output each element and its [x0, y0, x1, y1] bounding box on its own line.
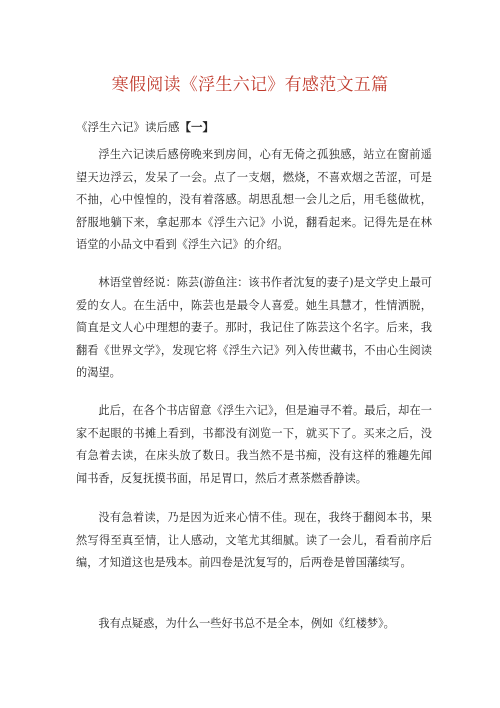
paragraph-3: 此后，在各个书店留意《浮生六记》，但是遍寻不着。最后，却在一家不起眼的书摊上看到，书都没有浏览一下，就买下了。买来之后，没有急着去读，在床头放了数日。我当然不是书痴，没有这样的雅趣先闻闻书香，反复抚摸书面，吊足胃口，然后才煮茶燃香静读。: [76, 404, 432, 485]
section-heading: [76, 119, 214, 135]
section-heading-text: 《浮生六记》读后感: [76, 120, 180, 134]
document-title: 寒假阅读《浮生六记》有感范文五篇: [111, 75, 389, 95]
section-marker: 【一】: [179, 120, 214, 134]
paragraph-1: 浮生六记读后感傍晚来到房间，心有无倚之孤独感，站立在窗前遥望天边浮云，发呆了一会。点了一支烟，燃烧，不喜欢烟之苦涩，可是不抽，心中惶惶的，没有着落感。胡思乱想一会儿之后，用毛毯做枕，舒服地躺下来，拿起那本《浮生六记》小说，翻看起来。记得先是在林语堂的小品文中看到《浮生六记》的介绍。: [76, 148, 432, 251]
paragraph-2: 林语堂曾经说：陈芸(游鱼注：该书作者沈复的妻子)是文学史上最可爱的女人。在生活中，陈芸也是最令人喜爱。她生具慧才，性情洒脱，简直是文人心中理想的妻子。那时，我记住了陈芸这个名字。后来，我翻看《世界文学》，发现它将《浮生六记》列入传世藏书，不由心生阅读的渴望。: [76, 276, 432, 379]
paragraph-5: 我有点疑惑，为什么一些好书总不是全本，例如《红楼梦》。: [98, 617, 395, 630]
paragraph-4: 没有急着读，乃是因为近来心情不佳。现在，我终于翻阅本书，果然写得至真至情，让人感动，文笔尤其细腻。读了一会儿，看看前序后编，才知道这也是残本。前四卷是沈复写的，后两卷是曾国藩续写。: [76, 511, 432, 569]
